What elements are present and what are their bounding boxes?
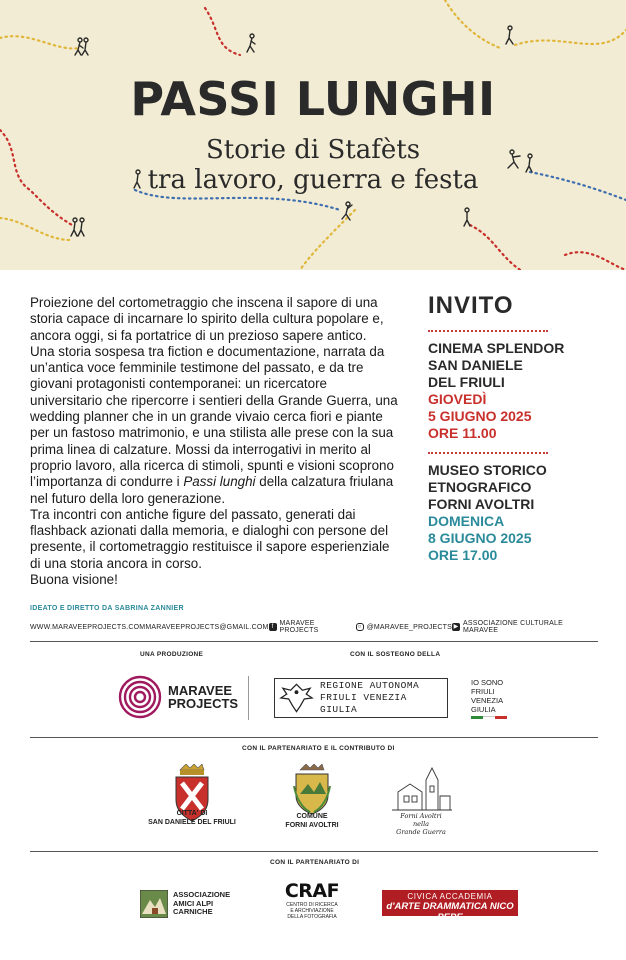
aaac-line-1: ASSOCIAZIONE [173, 890, 231, 900]
description-paragraph-3: Tra incontri con antiche figure del passato, generati dai flashback azionati dalla memoria, e dialoghi con persone del presente, il cortometraggio restituisce il sapore esperienziale di una storia ancora in corso. [30, 506, 390, 571]
event-2-time: ORE 17.00 [428, 547, 498, 563]
aaac-line-3: CARNICHE [173, 907, 213, 917]
forni-museo-sketch-icon [390, 766, 454, 812]
youtube-label: ASSOCIAZIONE CULTURALE MARAVEE [463, 620, 563, 634]
logo-separator [248, 676, 249, 720]
maravee-projects-logo [118, 675, 238, 719]
regione-line-2: FRIULI VENEZIA GIULIA [320, 692, 407, 715]
regione-text [320, 680, 447, 716]
event-2-venue-line-1: MUSEO STORICO [428, 462, 547, 478]
iosono-line-4: GIULIA [471, 705, 496, 714]
walker-figure-4 [506, 26, 513, 44]
maravee-line-1: MARAVEE [168, 683, 233, 698]
description-p2-part-a: Una storia sospesa tra fiction e documentazione, narrata da un’antica voce femminile testimone del passato, e da tre giovani protagonisti contemporanei: un ricercatore universitario che ripercorre i sentieri della Grande Guerra, una wedding planner che in un grande vivaio cerca fiori e piante per un fastoso matrimonio, e una stilista alle prese con la sua prima linea di calzature. Mossi da interrogativi in merito al proprio lavoro, alla ricerca di stimoli, spunti e visioni scoprono l’importanza di condurre i [30, 343, 398, 490]
subtitle-line-1: Storie di Stafèts [205, 135, 421, 165]
craf-line-2: E ARCHIVIAZIONE [290, 908, 334, 914]
event-1-venue-line-2: SAN DANIELE [428, 357, 523, 373]
instagram-link[interactable] [356, 623, 452, 631]
san-daniele-line-2: SAN DANIELE DEL FRIULI [148, 819, 236, 826]
event-2-venue-line-2: ETNOGRAFICO [428, 479, 532, 495]
instagram-label: @MARAVEE_PROJECTS [366, 623, 453, 631]
maravee-line-2: PROJECTS [168, 696, 239, 711]
craf-logo [282, 880, 342, 920]
facebook-label: MARAVEE PROJECTS [279, 620, 319, 634]
facebook-icon: f [269, 623, 277, 631]
contact-links-row [30, 620, 600, 634]
italian-flag-stripe [471, 716, 507, 719]
poster-header [0, 0, 626, 270]
forni-line-2: FORNI AVOLTRI [285, 822, 339, 829]
event-1-date: 5 GIUGNO 2025 [428, 408, 532, 424]
instagram-icon: ○ [356, 623, 364, 631]
aaac-text [173, 891, 230, 917]
forni-museo-label [386, 812, 456, 836]
email-link[interactable]: MARAVEEPROJECTS@GMAIL.COM [145, 623, 269, 631]
event-1-venue-line-1: CINEMA SPLENDOR [428, 340, 565, 356]
walker-figure-7 [78, 218, 84, 236]
civica-line-1: CIVICA ACCADEMIA [407, 892, 493, 901]
san-daniele-line-1: CITTA' DI [176, 810, 208, 817]
description-p2-italic: Passi lunghi [183, 474, 256, 490]
description-paragraph-4: Buona visione! [30, 572, 118, 588]
forni-museo-line-2: nella [412, 820, 430, 828]
event-1-day: GIOVEDÌ [428, 391, 487, 407]
subtitle-line-2: tra lavoro, guerra e festa [147, 165, 479, 195]
event-2-day: DOMENICA [428, 513, 505, 529]
walker-figure-8 [464, 208, 470, 226]
divider-line [30, 851, 598, 852]
description-paragraph-1: Proiezione del cortometraggio che inscena il sapore di una storia capace di incarnare lo spirito della cultura popolare e, ancora oggi, si fa portatrice di un prezioso sapere antico. [30, 295, 384, 343]
event-1-time: ORE 11.00 [428, 425, 497, 441]
io-sono-fvg-logo [471, 678, 507, 719]
forni-avoltri-label [262, 812, 362, 830]
event-2-venue-line-3: FORNI AVOLTRI [428, 496, 535, 512]
description-paragraph-2 [30, 344, 400, 507]
iosono-line-3: VENEZIA [471, 696, 504, 705]
label-partenariato: CON IL PARTENARIATO DI [270, 859, 360, 866]
invitation-title: INVITO [428, 292, 514, 319]
regione-fvg-logo [274, 678, 448, 718]
invitation-block [428, 292, 608, 564]
event-1 [428, 340, 608, 442]
description-text [30, 295, 400, 588]
amici-alpi-carniche-logo [140, 890, 230, 918]
youtube-icon: ▶ [453, 624, 459, 630]
youtube-link[interactable] [452, 620, 600, 634]
description-p2-part-b: della calzatura friulana nel futuro della loro generazione. [30, 474, 394, 506]
website-link[interactable]: WWW.MARAVEEPROJECTS.COM [30, 623, 146, 631]
mountain-photo-icon [140, 890, 168, 918]
label-produzione: UNA PRODUZIONE [140, 651, 204, 658]
facebook-link[interactable] [269, 620, 356, 634]
maravee-spiral-icon [118, 675, 162, 719]
director-credit: IDEATO E DIRETTO DA SABRINA ZANNIER [30, 605, 184, 612]
san-daniele-label [138, 809, 246, 827]
eagle-icon [277, 680, 316, 716]
maravee-wordmark [168, 684, 238, 710]
event-2 [428, 462, 608, 564]
walker-figure-2 [82, 38, 88, 55]
dotted-divider [428, 452, 548, 454]
forni-museo-line-3: Grande Guerra [396, 828, 446, 836]
poster-title: PASSI LUNGHI [130, 72, 496, 126]
iosono-line-1: IO SONO [471, 678, 504, 687]
forni-museo-line-1: Forni Avoltri [400, 812, 442, 820]
walker-figure-6 [71, 218, 77, 236]
dotted-divider [428, 330, 548, 332]
poster-subtitle [0, 135, 626, 195]
iosono-line-2: FRIULI [471, 687, 495, 696]
craf-line-3: DELLA FOTOGRAFIA [287, 914, 337, 920]
aaac-line-2: AMICI ALPI [173, 898, 214, 908]
craf-wordmark: CRAF [284, 880, 340, 902]
civica-accademia-logo [382, 890, 518, 923]
label-partenariato-contributo: CON IL PARTENARIATO E IL CONTRIBUTO DI [242, 745, 395, 752]
craf-line-1: CENTRO DI RICERCA [286, 902, 338, 908]
walker-figure-3 [247, 34, 255, 52]
forni-avoltri-crest-icon [292, 764, 332, 816]
regione-line-1: REGIONE AUTONOMA [320, 680, 420, 691]
divider-line [30, 641, 598, 642]
event-2-date: 8 GIUGNO 2025 [428, 530, 532, 546]
divider-line [30, 737, 598, 738]
event-1-venue-line-3: DEL FRIULI [428, 374, 505, 390]
forni-line-1: COMUNE [296, 813, 328, 820]
walker-figure-1 [75, 38, 83, 55]
label-sostegno: CON IL SOSTEGNO DELLA [350, 651, 441, 658]
civica-line-2: d'ARTE DRAMMATICA NICO PEPE [386, 901, 514, 923]
